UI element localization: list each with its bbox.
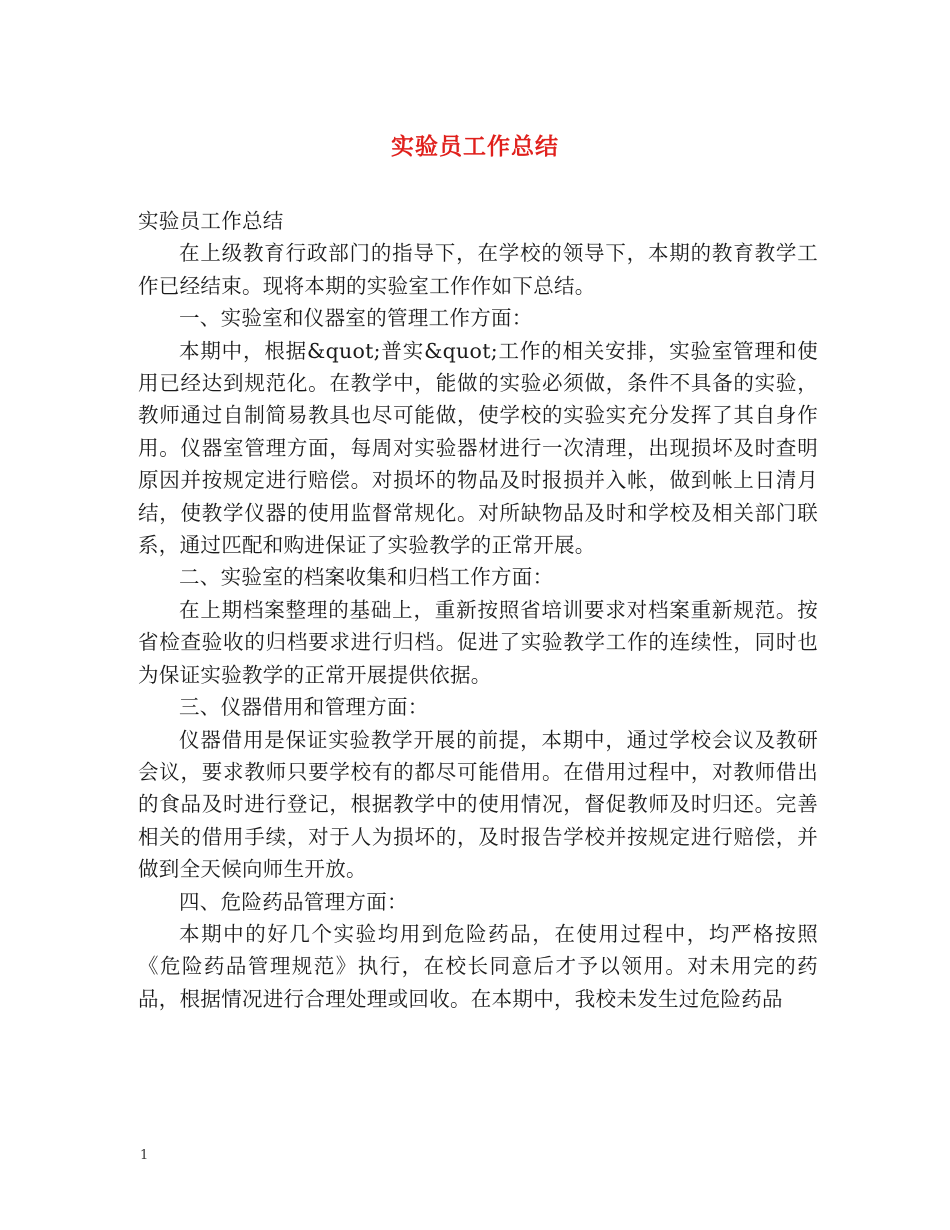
section-heading-4: 四、危险药品管理方面：: [179, 889, 408, 914]
page-number: 1: [140, 1148, 149, 1163]
document-title: 实验员工作总结: [391, 133, 559, 160]
paragraph-intro: 在上级教育行政部门的指导下，在学校的领导下，本期的教育教学工作已经结束。现将本期的实验室工作作如下总结。: [138, 241, 818, 298]
paragraph-section-3: 仪器借用是保证实验教学开展的前提，本期中，通过学校会议及教研会议，要求教师只要学校有的都尽可能借用。在借用过程中，对教师借出的食品及时进行登记，根据教学中的使用情况，督促教师及时归还。完善相关的借用手续，对于人为损坏的，及时报告学校并按规定进行赔偿，并做到全天候向师生开放。: [138, 727, 818, 882]
paragraph-section-4: 本期中的好几个实验均用到危险药品，在使用过程中，均严格按照《危险药品管理规范》执行，在校长同意后才予以领用。对未用完的药品，根据情况进行合理处理或回收。在本期中，我校未发生过危险药品: [138, 921, 818, 1011]
section-heading-1: 一、实验室和仪器室的管理工作方面：: [179, 306, 533, 331]
paragraph-section-2: 在上期档案整理的基础上，重新按照省培训要求对档案重新规范。按省检查验收的归档要求进行归档。促进了实验教学工作的连续性，同时也为保证实验教学的正常开展提供依据。: [138, 597, 818, 687]
section-heading-2: 二、实验室的档案收集和归档工作方面：: [179, 565, 554, 590]
paragraph-section-1: 本期中，根据&quot;普实&quot;工作的相关安排，实验室管理和使用已经达到规范化。在教学中，能做的实验必须做，条件不具备的实验，教师通过自制简易教具也尽可能做，使学校的实验实充分发挥了其自身作用。仪器室管理方面，每周对实验器材进行一次清理，出现损坏及时查明原因并按规定进行赔偿。对损坏的物品及时报损并入帐，做到帐上日清月结，使教学仪器的使用监督常规化。对所缺物品及时和学校及相关部门联系，通过匹配和购进保证了实验教学的正常开展。: [138, 338, 818, 558]
document-body: [138, 205, 818, 1015]
body-heading: 实验员工作总结: [138, 209, 284, 233]
section-heading-3: 三、仪器借用和管理方面：: [179, 695, 429, 720]
